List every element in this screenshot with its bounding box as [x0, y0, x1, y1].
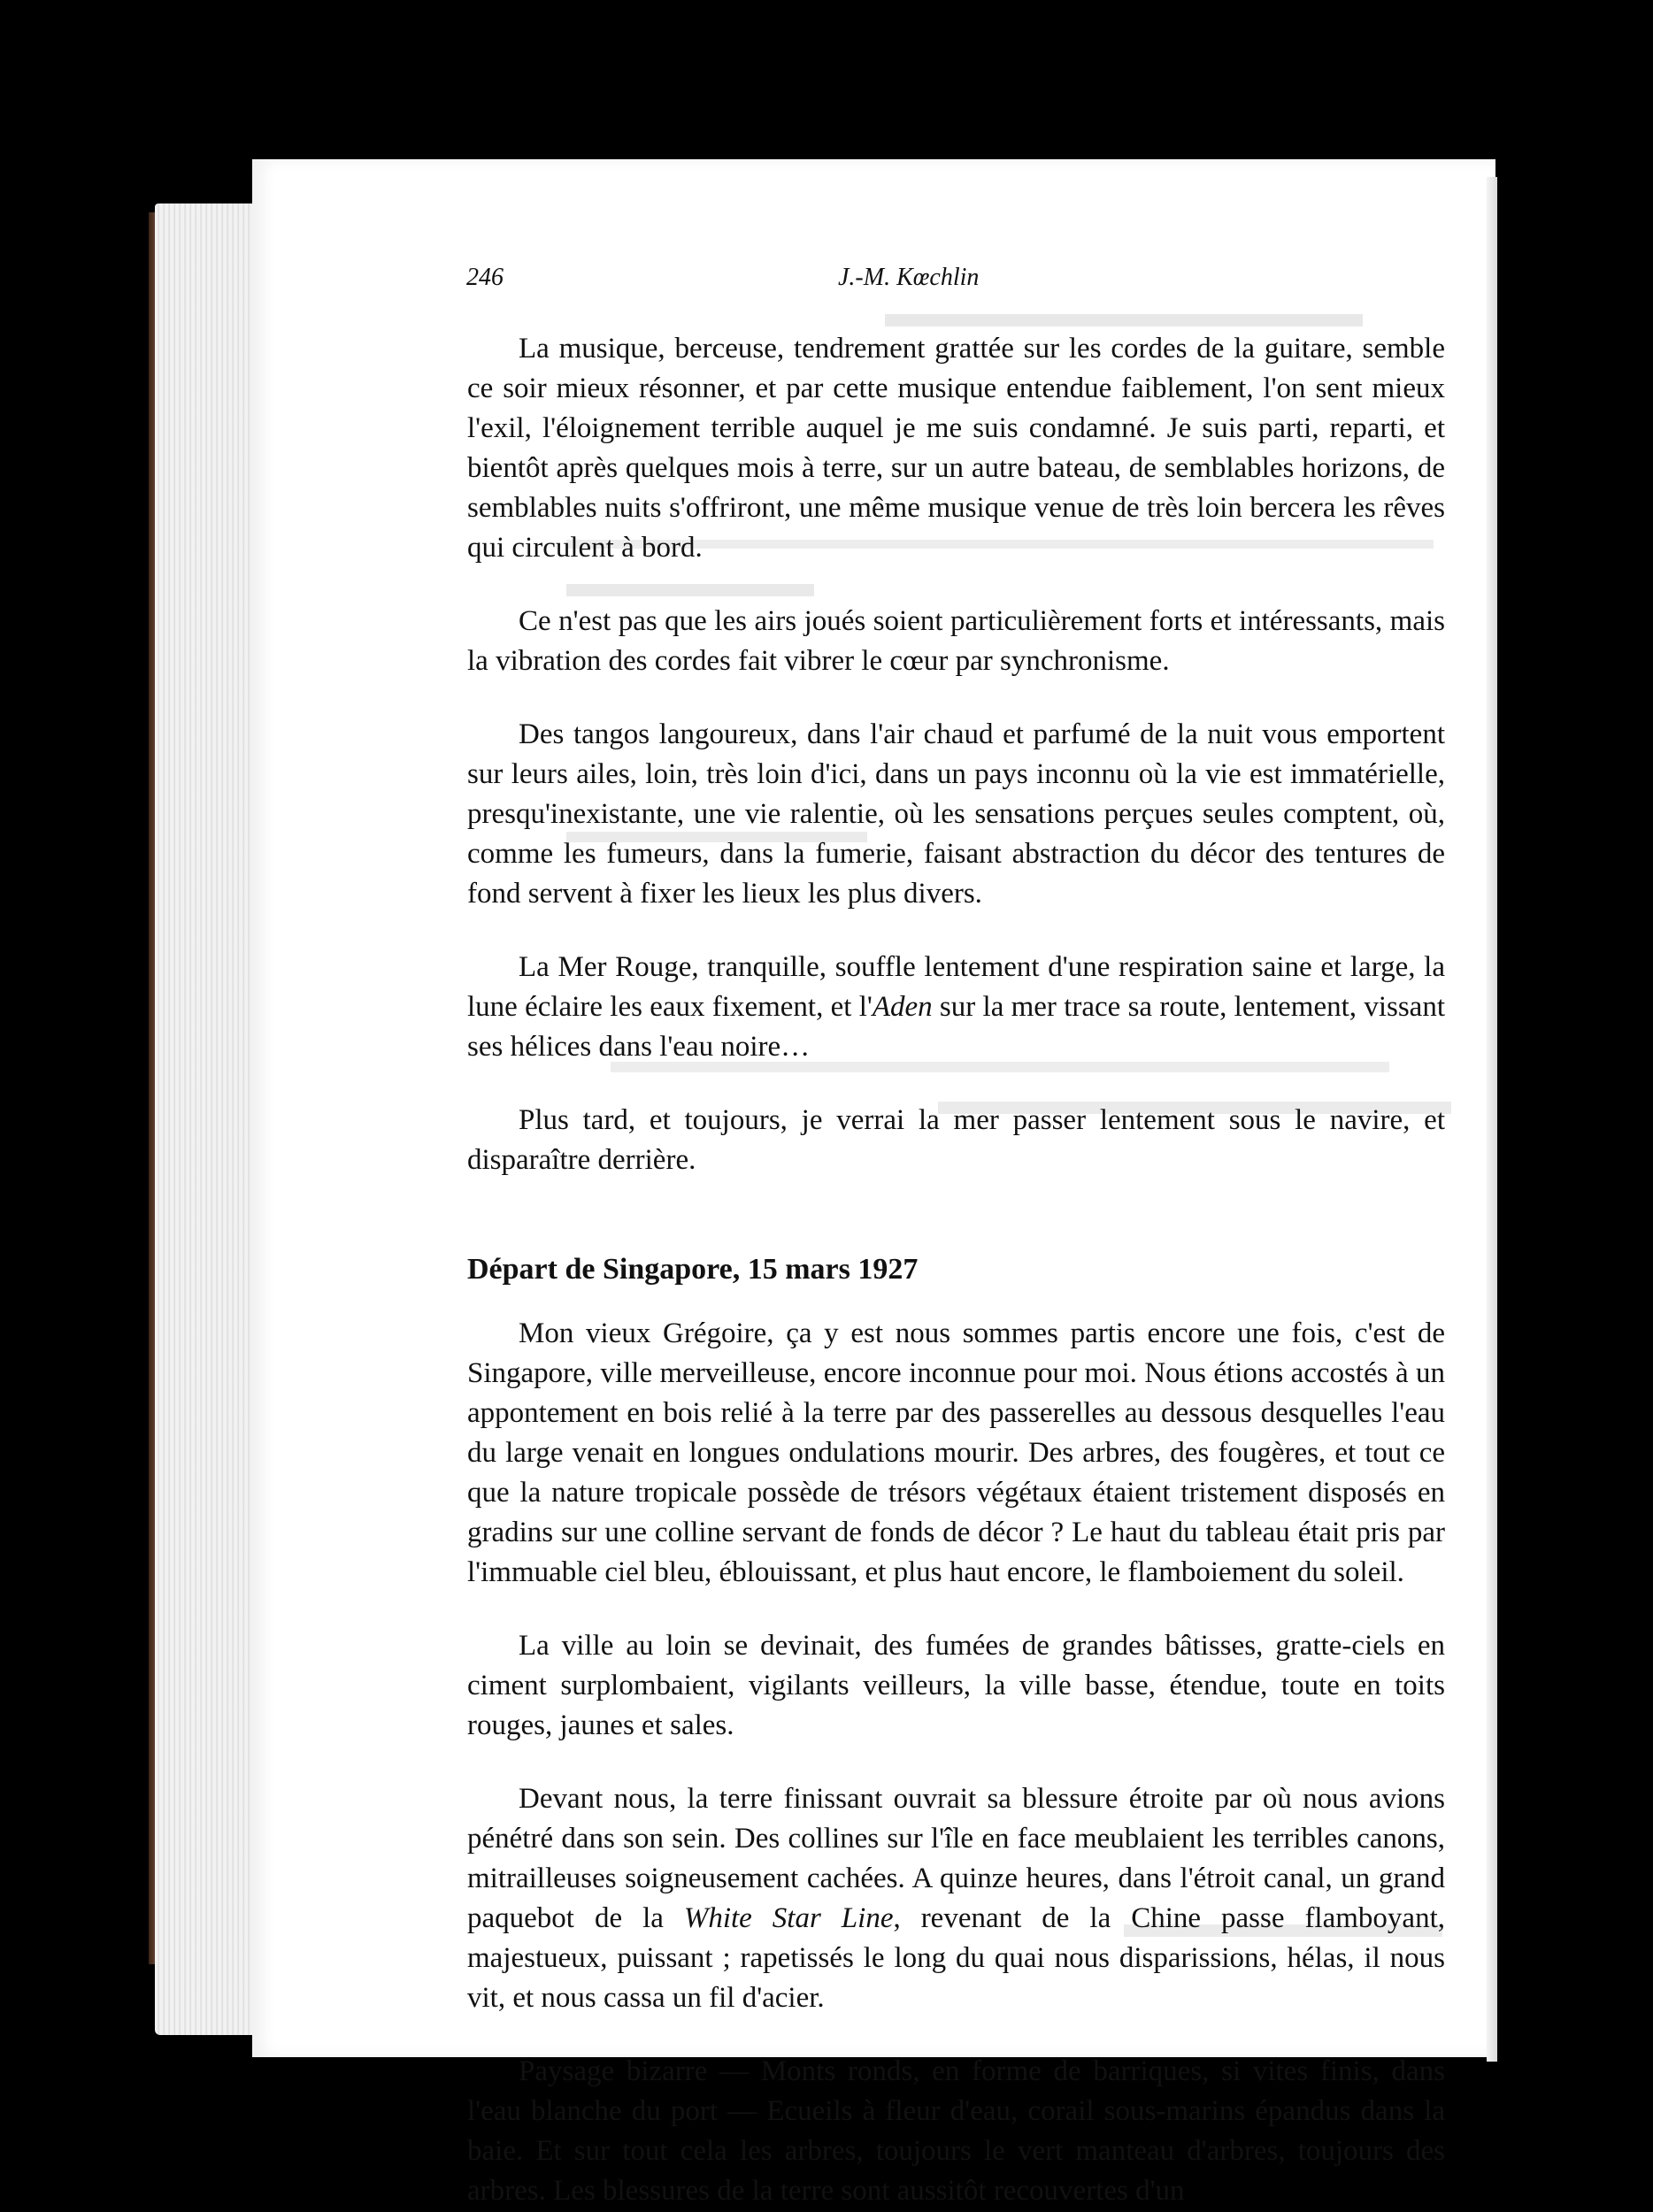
paragraph: La ville au loin se devinait, des fumées de grandes bâtisses, gratte-ciels en ciment surplombaient, vigilants veilleurs, la ville basse, étendue, toute en toits rouges, jaunes et sales.	[467, 1630, 1445, 1741]
paragraph-text: Devant nous, la terre finissant ouvrait sa blessure étroite par où nous avions pénétré dans son sein. Des collines sur l'île en face meublaient les terribles canons, mitrailleuses soigneusement cachées. A quinze heures, dans l'étroit canal, un grand paquebot de la	[467, 1783, 1445, 1934]
paragraph-text: , revenant de la Chine passe flamboyant, majestueux, puissant ; rapetissés le long du quai nous disparissions, hélas, il nous vit, et nous cassa un fil d'acier.	[467, 1902, 1445, 2014]
paragraph: Ce n'est pas que les airs joués soient particulièrement forts et intéressants, mais la vibration des cordes fait vibrer le cœur par synchronisme.	[467, 605, 1445, 677]
page-number: 246	[466, 264, 504, 291]
ship-name: Aden	[872, 991, 933, 1023]
paragraph-text: sur la mer trace sa route, lentement, vissant ses hélices dans l'eau noire…	[467, 991, 1445, 1063]
paragraph	[467, 1779, 1445, 2018]
paragraph: Mon vieux Grégoire, ça y est nous sommes partis encore une fois, c'est de Singapore, ville merveilleuse, encore inconnue pour moi. Nous étions accostés à un appontement en bois relié à la terre par des passerelles au dessous desquelles l'eau du large venait en longues ondulations mourir. Des arbres, des fougères, et tout ce que la nature tropicale possède de trésors végétaux étaient tristement disposés en gradins sur une colline servant de fonds de décor ? Le haut du tableau était pris par l'immuable ciel bleu, éblouissant, et plus haut encore, le flamboiement du soleil.	[467, 1317, 1445, 1588]
page-stack-edges	[155, 204, 261, 2035]
paragraph: Plus tard, et toujours, je verrai la mer passer lentement sous le navire, et disparaître derrière.	[467, 1104, 1445, 1176]
shipping-line-name: White Star Line	[683, 1902, 894, 1934]
paragraph: Des tangos langoureux, dans l'air chaud et parfumé de la nuit vous emportent sur leurs ailes, loin, très loin d'ici, dans un pays inconnu où la vie est immatérielle, presqu'inexistante, une vie ralentie, où les sensations perçues seules comptent, où, comme les fumeurs, dans la fumerie, faisant abstraction du décor des tentures de fond servent à fixer les lieux les plus divers.	[467, 718, 1445, 910]
paragraph	[467, 948, 1445, 1067]
section-heading: Départ de Singapore, 15 mars 1927	[467, 1253, 919, 1286]
paragraph-text: La Mer Rouge, tranquille, souffle lentement d'une respiration saine et large, la lune éclaire les eaux fixement, et l'	[467, 951, 1445, 1023]
paragraph: La musique, berceuse, tendrement grattée sur les cordes de la guitare, semble ce soir mieux résonner, et par cette musique entendue faiblement, l'on sent mieux l'exil, l'éloignement terrible auquel je me suis condamné. Je suis parti, reparti, et bientôt après quelques mois à terre, sur un autre bateau, de semblables horizons, de semblables nuits s'offriront, une même musique venue de très loin bercera les rêves qui circulent à bord.	[467, 333, 1445, 564]
running-head-author: J.-M. Kœchlin	[838, 264, 980, 291]
page-curl-edge	[1487, 177, 1497, 2062]
body-text	[467, 329, 1445, 2212]
running-head	[466, 264, 1449, 299]
paragraph: Paysage bizarre — Monts ronds, en forme de barriques, si vites finis, dans l'eau blanche du port — Ecueils à fleur d'eau, corail sous-marins épandus dans la baie. Et sur tout cela les arbres, toujours le vert manteau d'arbres, toujours des arbres. Les blessures de la terre sont aussitôt recouvertes d'un	[467, 2055, 1445, 2207]
